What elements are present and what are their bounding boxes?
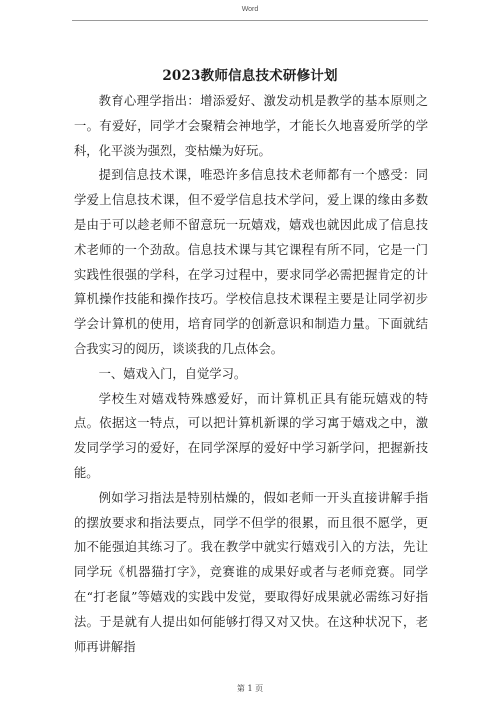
document-body — [74, 89, 428, 659]
header-divider — [72, 20, 428, 21]
paragraph: 提到信息技术课，唯恐许多信息技术老师都有一个感受：同学爱上信息技术课，但不爱学信息技术学问，爱上课的缘由多数是由于可以趁老师不留意玩一玩嬉戏，嬉戏也就因此成了信息技术老师的一个劲敌。信息技术课与其它课程有所不同，它是一门实践性很强的学科，在学习过程中，要求同学必需把握肯定的计算机操作技能和操作技巧。学校信息技术课程主要是让同学初步学会计算机的使用，培育同学的创新意识和制造力量。下面就结合我实习的阅历，谈谈我的几点体会。 — [74, 168, 428, 356]
document-title: 2023教师信息技术研修计划 — [162, 68, 338, 84]
paragraph: 例如学习指法是特别枯燥的，假如老师一开头直接讲解手指的摆放要求和指法要点，同学不但学的很累，而且很不愿学，更加不能强迫其练习了。我在教学中就实行嬉戏引入的方法，先让同学玩《机器猫打字》，竞赛谁的成果好或者与老师竞赛。同学在“打老鼠”等嬉戏的实践中发觉，要取得好成果就必需练习好指法。于是就有人提出如何能够打得又对又快。在这种状况下，老师再讲解指 — [74, 490, 428, 654]
paragraph: 学校生对嬉戏特殊感爱好，而计算机正具有能玩嬉戏的特点。依据这一特点，可以把计算机新课的学习寓于嬉戏之中，激发同学学习的爱好，在同学深厚的爱好中学习新学问，把握新技能。 — [74, 391, 428, 480]
paragraph: 教育心理学指出：增添爱好、激发动机是教学的基本原则之一。有爱好，同学才会聚精会神地学，才能长久地喜爱所学的学科，化平淡为强烈，变枯燥为好玩。 — [74, 94, 428, 158]
page-number: 第 1 页 — [236, 684, 264, 693]
section-heading: 一、嬉戏入门，自觉学习。 — [98, 366, 247, 381]
app-header-label: Word — [241, 6, 259, 13]
